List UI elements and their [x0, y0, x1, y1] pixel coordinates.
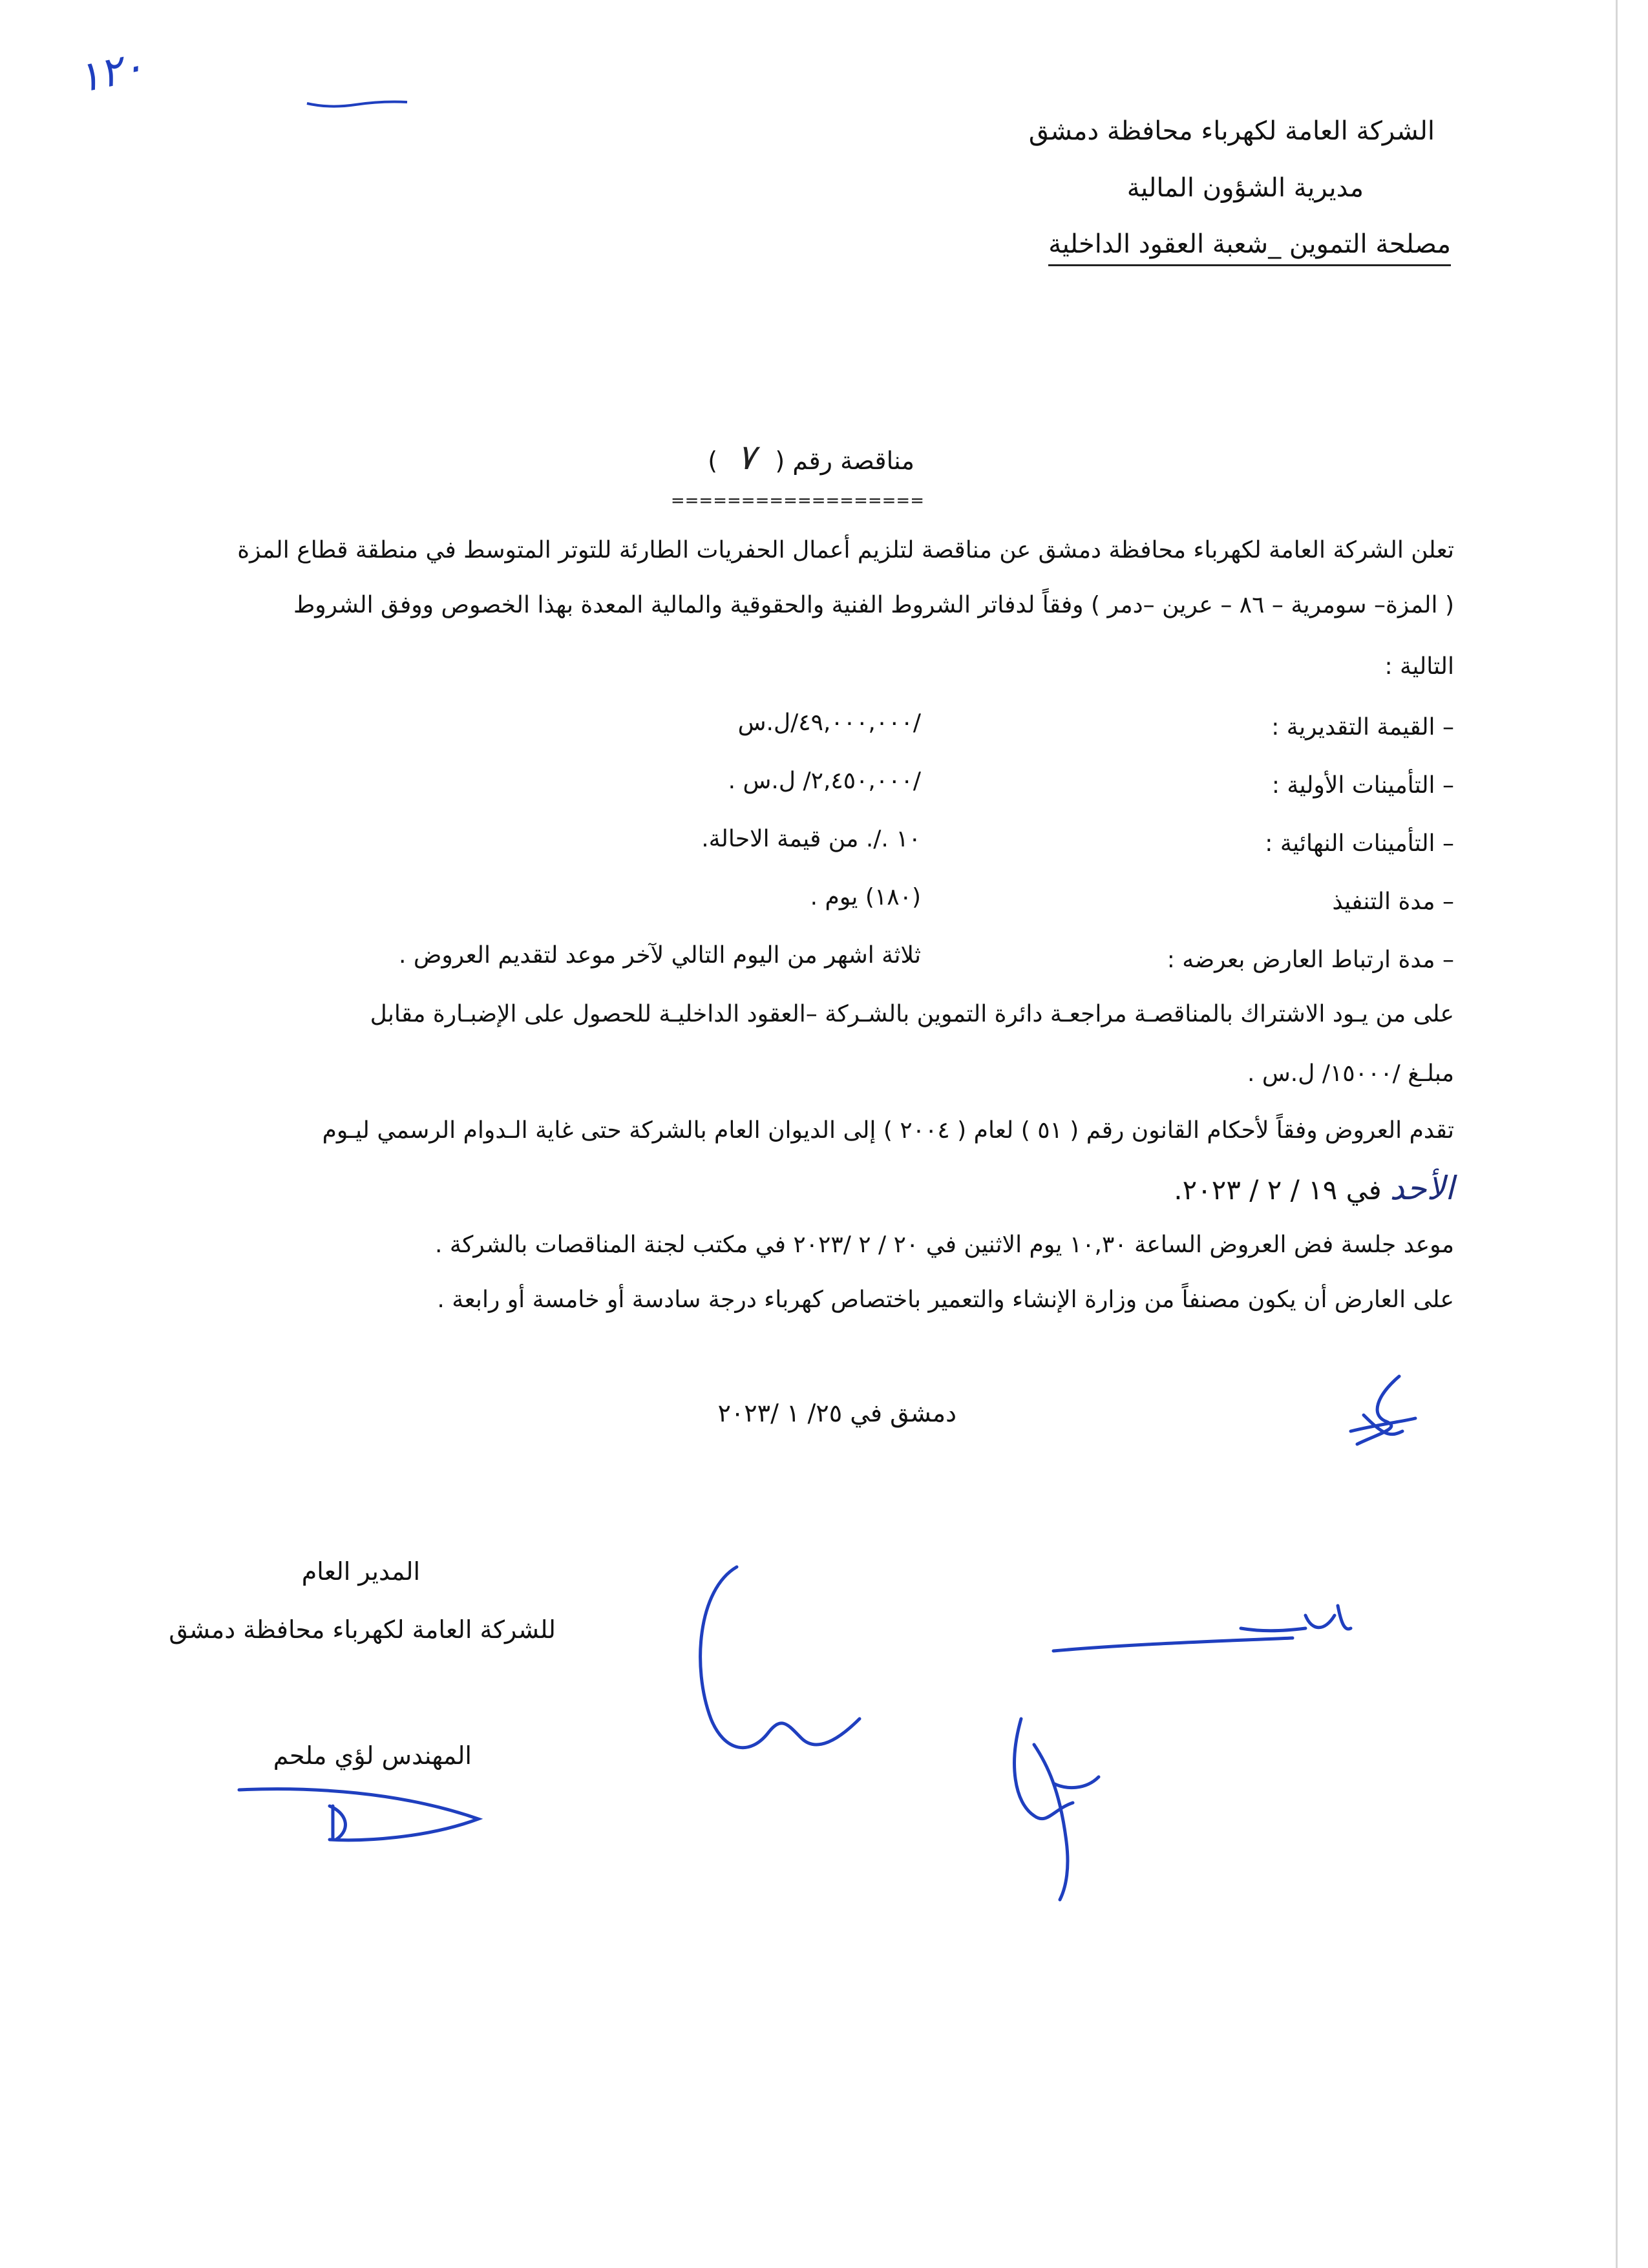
- term-value: ثلاثة اشهر من اليوم التالي لآخر موعد لتقديم العروض .: [399, 942, 921, 969]
- deadline-day-handwritten: الأحد: [1389, 1170, 1454, 1207]
- participation-line: مبلـغ /١٥٠٠٠/ ل.س .: [1247, 1060, 1454, 1087]
- title-separator: ==================: [670, 491, 924, 510]
- initials-signature: [1338, 1370, 1428, 1454]
- term-label: – القيمة التقديرية :: [1271, 714, 1454, 740]
- term-label: – التأمينات النهائية :: [1265, 830, 1454, 857]
- deadline-date: في ١٩ / ٢ / ٢٠٢٣.: [1174, 1174, 1382, 1206]
- intro-line: ( المزة– سومرية – ٨٦ – عرين –دمر ) وفقاً لدفاتر الشروط الفنية والحقوقية والمالية المعدة بهذا الخصوص ووفق الشروط: [293, 592, 1454, 618]
- submission-line: تقدم العروض وفقاً لأحكام القانون رقم ( ٥١ ) لعام ( ٢٠٠٤ ) إلى الديوان العام بالشركة حتى غاية الـدوام الرسمي ليـوم: [322, 1117, 1454, 1144]
- tender-title-prefix: مناقصة رقم (: [775, 446, 914, 475]
- issue-date: دمشق في ٢٥/ ١ /٢٠٢٣: [717, 1399, 956, 1427]
- eligibility-line: على العارض أن يكون مصنفاً من وزارة الإنشاء والتعمير باختصاص كهرباء درجة سادسة أو خامسة أو رابعة .: [437, 1286, 1454, 1313]
- term-value: (١٨٠) يوم .: [810, 884, 921, 910]
- term-value: /٢,٤٥٠,٠٠٠/ ل.س .: [728, 768, 921, 794]
- page-number-handwritten: ١٢٠: [73, 42, 149, 103]
- intro-line: تعلن الشركة العامة لكهرباء محافظة دمشق عن مناقصة لتلزيم أعمال الحفريات الطارئة للتوتر المتوسط في منطقة قطاع المزة: [237, 537, 1454, 563]
- opening-session-line: موعد جلسة فض العروض الساعة ١٠,٣٠ يوم الاثنين في ٢٠ / ٢ /٢٠٢٣ في مكتب لجنة المناقصات بالشركة .: [435, 1232, 1454, 1258]
- director-name: المهندس لؤي ملحم: [273, 1741, 472, 1770]
- director-company: للشركة العامة لكهرباء محافظة دمشق: [169, 1615, 556, 1644]
- director-signature: [233, 1780, 491, 1851]
- top-left-scribble: [304, 90, 414, 110]
- tender-number-handwritten: ٧: [737, 437, 756, 478]
- term-label: – مدة التنفيذ: [1332, 888, 1454, 915]
- department-name: مصلحة التموين _شعبة العقود الداخلية: [1048, 229, 1451, 266]
- submission-deadline: [1174, 1170, 1454, 1207]
- term-label: – التأمينات الأولية :: [1271, 772, 1454, 799]
- handwritten-signature: [679, 1564, 872, 1809]
- company-name: الشركة العامة لكهرباء محافظة دمشق: [1028, 116, 1435, 146]
- term-value: /٤٩,٠٠٠,٠٠٠/ل.س: [737, 709, 921, 736]
- tender-title: [708, 437, 914, 478]
- director-title: المدير العام: [301, 1557, 420, 1586]
- committee-signature: [1047, 1602, 1357, 1661]
- member-signature: [995, 1712, 1125, 1906]
- directorate-name: مديرية الشؤون المالية: [1126, 173, 1364, 203]
- intro-line: التالية :: [1384, 653, 1454, 680]
- tender-title-suffix: ): [708, 446, 718, 475]
- term-value: ١٠ ./. من قيمة الاحالة.: [701, 826, 921, 852]
- participation-line: على من يـود الاشتراك بالمناقصـة مراجعـة دائرة التموين بالشـركة –العقود الداخليـة للحصول على الإضبـارة مقابل: [370, 1001, 1454, 1027]
- term-label: – مدة ارتباط العارض بعرضه :: [1167, 947, 1454, 973]
